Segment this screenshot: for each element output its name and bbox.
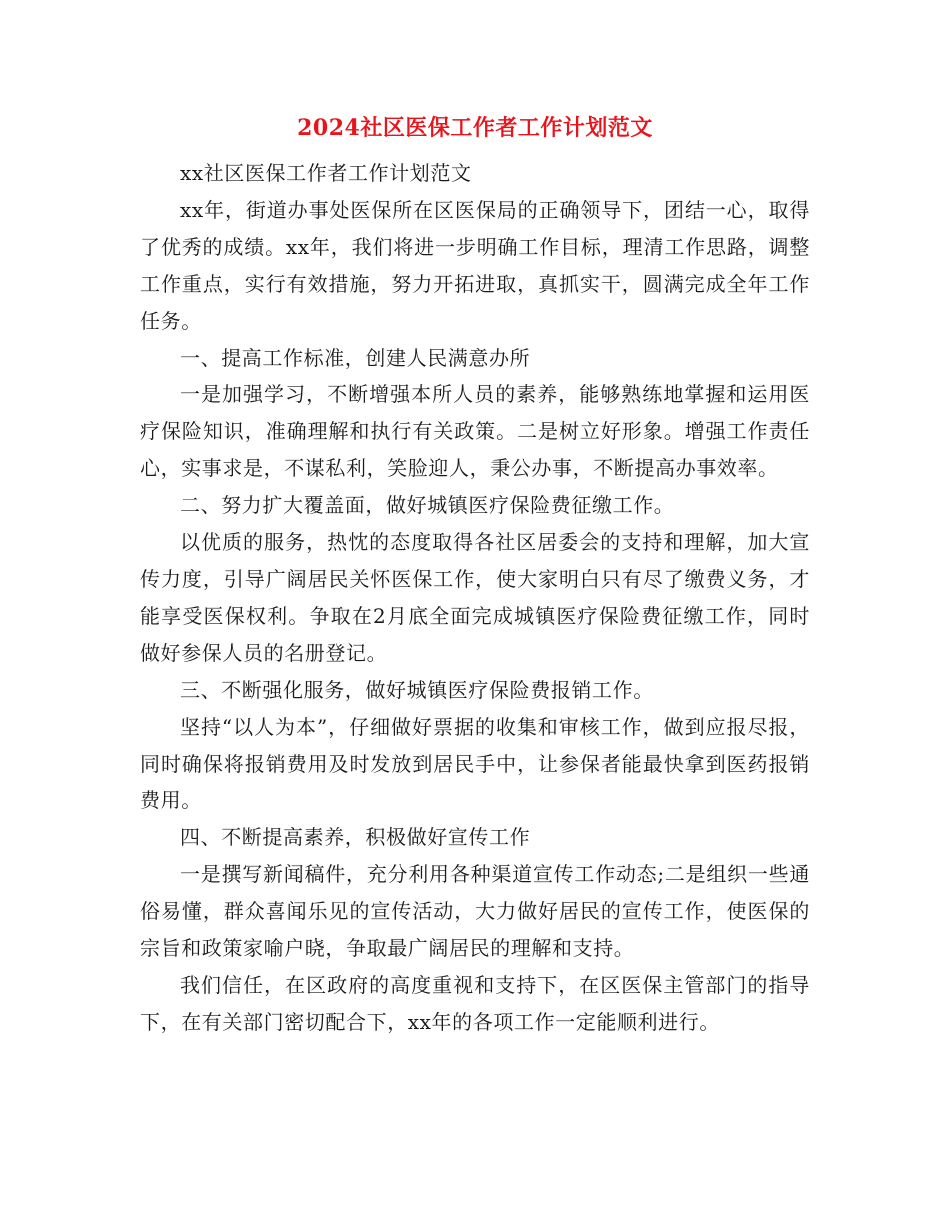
paragraph-intro: xx年，街道办事处医保所在区医保局的正确领导下，团结一心，取得了优秀的成绩。xx年，我们将进一步明确工作目标，理清工作思路，调整工作重点，实行有效措施，努力开拓进取，真抓实干，圆满完成全年工作任务。 bbox=[140, 197, 810, 333]
paragraph-section-2: 以优质的服务，热忱的态度取得各社区居委会的支持和理解，加大宣传力度，引导广阔居民关怀医保工作，使大家明白只有尽了缴费义务，才能享受医保权利。争取在2月底全面完成城镇医疗保险费征缴工作，同时做好参保人员的名册登记。 bbox=[140, 530, 810, 665]
document-title: 2024社区医保工作者工作计划范文 bbox=[297, 115, 653, 141]
section-heading-2: 二、努力扩大覆盖面，做好城镇医疗保险费征缴工作。 bbox=[180, 493, 675, 518]
paragraph-section-1: 一是加强学习，不断增强本所人员的素养，能够熟练地掌握和运用医疗保险知识，准确理解和执行有关政策。二是树立好形象。增强工作责任心，实事求是，不谋私利，笑脸迎人，秉公办事，不断提高办事效率。 bbox=[140, 382, 810, 481]
section-heading-3: 三、不断强化服务，做好城镇医疗保险费报销工作。 bbox=[180, 677, 654, 702]
paragraph-conclusion: 我们信任，在区政府的高度重视和支持下，在区医保主管部门的指导下，在有关部门密切配合下，xx年的各项工作一定能顺利进行。 bbox=[140, 972, 810, 1034]
paragraph-subtitle: xx社区医保工作者工作计划范文 bbox=[180, 161, 472, 185]
document-body bbox=[140, 155, 810, 1041]
paragraph-section-3: 坚持“以人为本”，仔细做好票据的收集和审核工作，做到应报尽报，同时确保将报销费用及时发放到居民手中，让参保者能最快拿到医药报销费用。 bbox=[140, 714, 810, 813]
section-heading-4: 四、不断提高素养，积极做好宣传工作 bbox=[180, 825, 531, 850]
paragraph-section-4: 一是撰写新闻稿件，充分利用各种渠道宣传工作动态;二是组织一些通俗易懂，群众喜闻乐见的宣传活动，大力做好居民的宣传工作，使医保的宗旨和政策家喻户晓，争取最广阔居民的理解和支持。 bbox=[140, 862, 810, 961]
section-heading-1: 一、提高工作标准，创建人民满意办所 bbox=[180, 345, 531, 370]
